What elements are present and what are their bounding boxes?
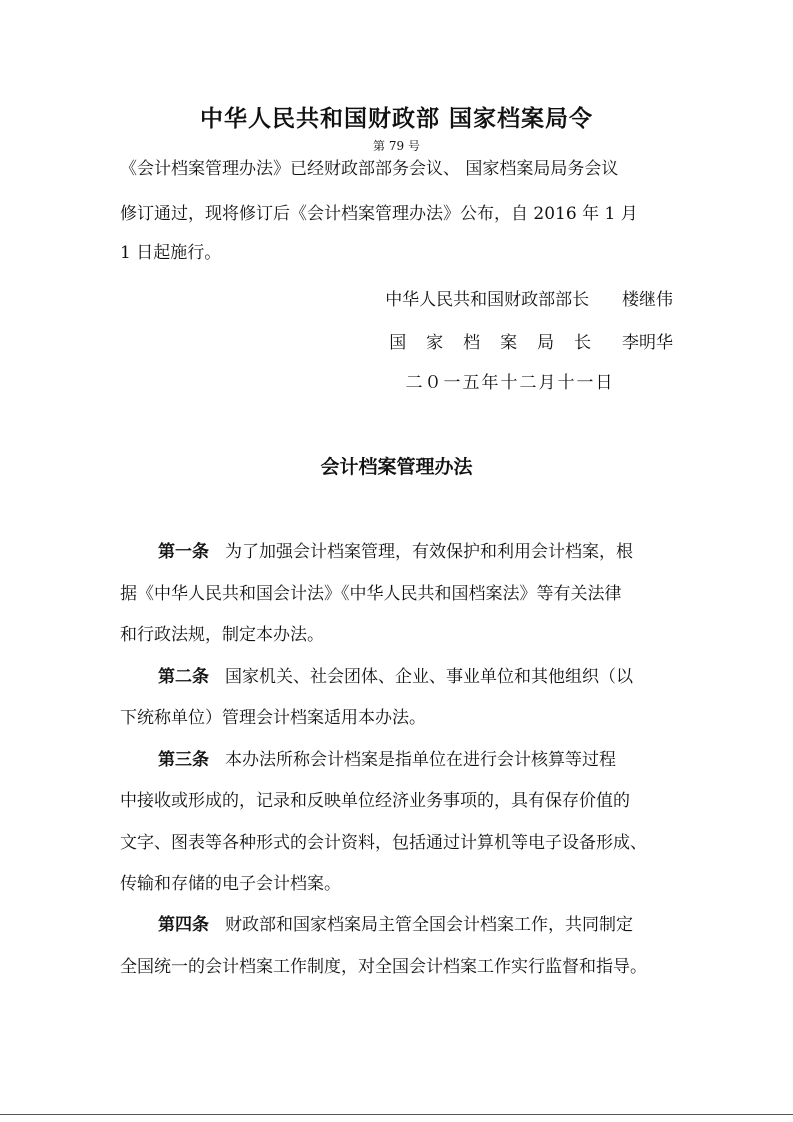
article-text: 国家机关、社会团体、企业、事业单位和其他组织（以 <box>225 667 633 687</box>
preamble-line: 《会计档案管理办法》已经财政部部务会议、 国家档案局局务会议 <box>120 159 619 179</box>
article-2-line: 下统称单位）管理会计档案适用本办法。 <box>120 708 426 728</box>
article-3-line: 中接收或形成的，记录和反映单位经济业务事项的，具有保存价值的 <box>120 791 630 811</box>
article-3-line: 传输和存储的电子会计档案。 <box>120 874 341 894</box>
page-bottom-divider <box>0 1114 793 1115</box>
signature-minister-finance <box>385 285 673 310</box>
signature-archives-director <box>389 328 673 353</box>
article-label: 第二条 <box>158 667 209 687</box>
decree-date: 二０一五年十二月十一日 <box>405 373 615 393</box>
article-1-line: 据《中华人民共和国会计法》《中华人民共和国档案法》等有关法律 <box>120 584 622 604</box>
signature-title: 国家档案局长 <box>389 333 612 353</box>
article-label: 第三条 <box>158 750 209 770</box>
article-text: 财政部和国家档案局主管全国会计档案工作，共同制定 <box>225 915 633 935</box>
article-label: 第一条 <box>158 542 209 562</box>
preamble-line: 修订通过，现将修订后《会计档案管理办法》公布，自 2016 年 1 月 <box>120 204 638 224</box>
article-text: 为了加强会计档案管理，有效保护和利用会计档案，根 <box>225 542 633 562</box>
article-2 <box>158 662 678 687</box>
signature-name: 李明华 <box>622 333 673 353</box>
article-3-line: 文字、图表等各种形式的会计资料，包括通过计算机等电子设备形成、 <box>120 833 647 853</box>
section-title: 会计档案管理办法 <box>320 456 473 478</box>
article-label: 第四条 <box>158 915 209 935</box>
document-title: 中华人民共和国财政部 国家档案局令 <box>199 106 593 132</box>
article-1-line: 和行政法规，制定本办法。 <box>120 625 324 645</box>
article-text: 本办法所称会计档案是指单位在进行会计核算等过程 <box>225 750 616 770</box>
signature-name: 楼继伟 <box>622 290 673 310</box>
article-4 <box>158 910 678 935</box>
document-number: 第 79 号 <box>373 139 420 153</box>
signature-title: 中华人民共和国财政部部长 <box>385 290 590 310</box>
article-4-line: 全国统一的会计档案工作制度，对全国会计档案工作实行监督和指导。 <box>120 957 647 977</box>
article-3 <box>158 745 678 770</box>
preamble-line: 1 日起施行。 <box>120 243 222 263</box>
article-1 <box>158 537 678 562</box>
